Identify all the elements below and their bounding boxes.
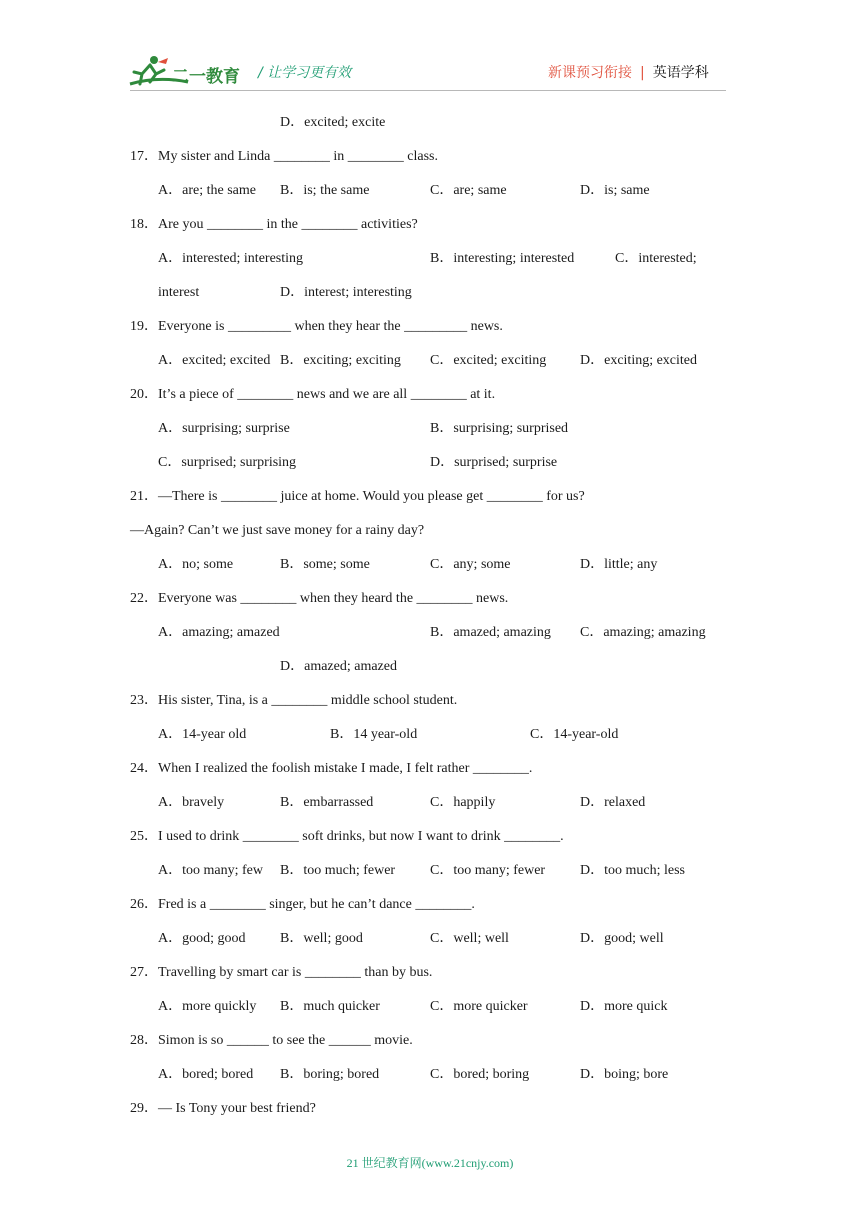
option-line: C．interested; xyxy=(615,251,697,266)
option-line: B．amazed; amazing xyxy=(430,625,551,640)
question-line: 24．When I realized the foolish mistake I made, I felt rather ________. xyxy=(130,761,533,776)
header-divider xyxy=(130,90,726,91)
option-line: C．well; well xyxy=(430,931,509,946)
question-line: 18．Are you ________ in the ________ activities? xyxy=(130,217,418,232)
option-line: B．surprising; surprised xyxy=(430,421,569,436)
option-line: D．good; well xyxy=(580,931,664,946)
option-line: B．14 year-old xyxy=(330,727,418,742)
question-line: 23．His sister, Tina, is a ________ middle school student. xyxy=(130,693,458,708)
course-label: 新课预习衔接 xyxy=(548,65,632,81)
option-line: D．relaxed xyxy=(580,795,646,810)
option-line: A．good; good xyxy=(158,931,246,946)
question-line: —Again? Can’t we just save money for a rainy day? xyxy=(130,523,425,538)
option-line: C．bored; boring xyxy=(430,1067,530,1082)
question-line: 19．Everyone is _________ when they hear the _________ news. xyxy=(130,319,503,334)
option-line: A．excited; excited xyxy=(158,353,271,368)
page-header xyxy=(0,0,860,100)
option-line: B．much quicker xyxy=(280,999,380,1014)
option-line: B．well; good xyxy=(280,931,363,946)
option-line: D．boing; bore xyxy=(580,1067,669,1082)
option-line: interest xyxy=(158,285,200,300)
option-line: A．more quickly xyxy=(158,999,257,1014)
option-line: C．happily xyxy=(430,795,496,810)
option-line: B．is; the same xyxy=(280,183,370,198)
header-separator: | xyxy=(640,65,645,81)
option-line: A．surprising; surprise xyxy=(158,421,290,436)
question-line: 28．Simon is so ______ to see the ______ movie. xyxy=(130,1033,413,1048)
option-line: B．embarrassed xyxy=(280,795,374,810)
option-line: B．too much; fewer xyxy=(280,863,396,878)
subject-label: 英语学科 xyxy=(652,65,709,81)
option-line: C．any; some xyxy=(430,557,511,572)
option-line: D．more quick xyxy=(580,999,668,1014)
option-line: B．interesting; interested xyxy=(430,251,575,266)
question-line: 25．I used to drink ________ soft drinks, but now I want to drink ________. xyxy=(130,829,564,844)
option-line: A．too many; few xyxy=(158,863,263,878)
question-line: 17．My sister and Linda ________ in ________ class. xyxy=(130,149,438,164)
header-right xyxy=(548,62,709,82)
slogan: / 让学习更有效 xyxy=(258,65,352,81)
option-line: D．is; same xyxy=(580,183,650,198)
page-footer: 21 世纪教育网(www.21cnjy.com) xyxy=(346,1156,514,1170)
question-line: 20．It’s a piece of ________ news and we are all ________ at it. xyxy=(130,387,496,402)
option-line: C．surprised; surprising xyxy=(158,455,297,470)
option-line: D．too much; less xyxy=(580,863,685,878)
option-line: A．bored; bored xyxy=(158,1067,254,1082)
option-line: B．boring; bored xyxy=(280,1067,380,1082)
option-line: D．interest; interesting xyxy=(280,285,412,300)
option-line: A．amazing; amazed xyxy=(158,625,280,640)
option-line: D．surprised; surprise xyxy=(430,455,558,470)
option-line: A．no; some xyxy=(158,557,234,572)
question-line: 29．— Is Tony your best friend? xyxy=(130,1101,316,1116)
option-line: C．more quicker xyxy=(430,999,528,1014)
option-line: C．are; same xyxy=(430,183,507,198)
option-line: A．interested; interesting xyxy=(158,251,304,266)
option-line: D．little; any xyxy=(580,557,658,572)
option-line: A．bravely xyxy=(158,795,225,810)
option-line: A．14-year old xyxy=(158,727,247,742)
option-line: C．amazing; amazing xyxy=(580,625,706,640)
question-line: 26．Fred is a ________ singer, but he can’t dance ________. xyxy=(130,897,475,912)
option-line: D．amazed; amazed xyxy=(280,659,397,674)
question-line: 21．—There is ________ juice at home. Would you please get ________ for us? xyxy=(130,489,585,504)
option-line: C．14-year-old xyxy=(530,727,619,742)
option-line: D．exciting; excited xyxy=(580,353,698,368)
option-line: C．too many; fewer xyxy=(430,863,546,878)
option-line: D．excited; excite xyxy=(280,115,386,130)
option-line: A．are; the same xyxy=(158,183,256,198)
question-line: 22．Everyone was ________ when they heard the ________ news. xyxy=(130,591,509,606)
question-line: 27．Travelling by smart car is ________ than by bus. xyxy=(130,965,433,980)
option-line: B．some; some xyxy=(280,557,370,572)
option-line: B．exciting; exciting xyxy=(280,353,401,368)
logo-text: 二一教育 xyxy=(172,67,240,87)
option-line: C．excited; exciting xyxy=(430,353,547,368)
